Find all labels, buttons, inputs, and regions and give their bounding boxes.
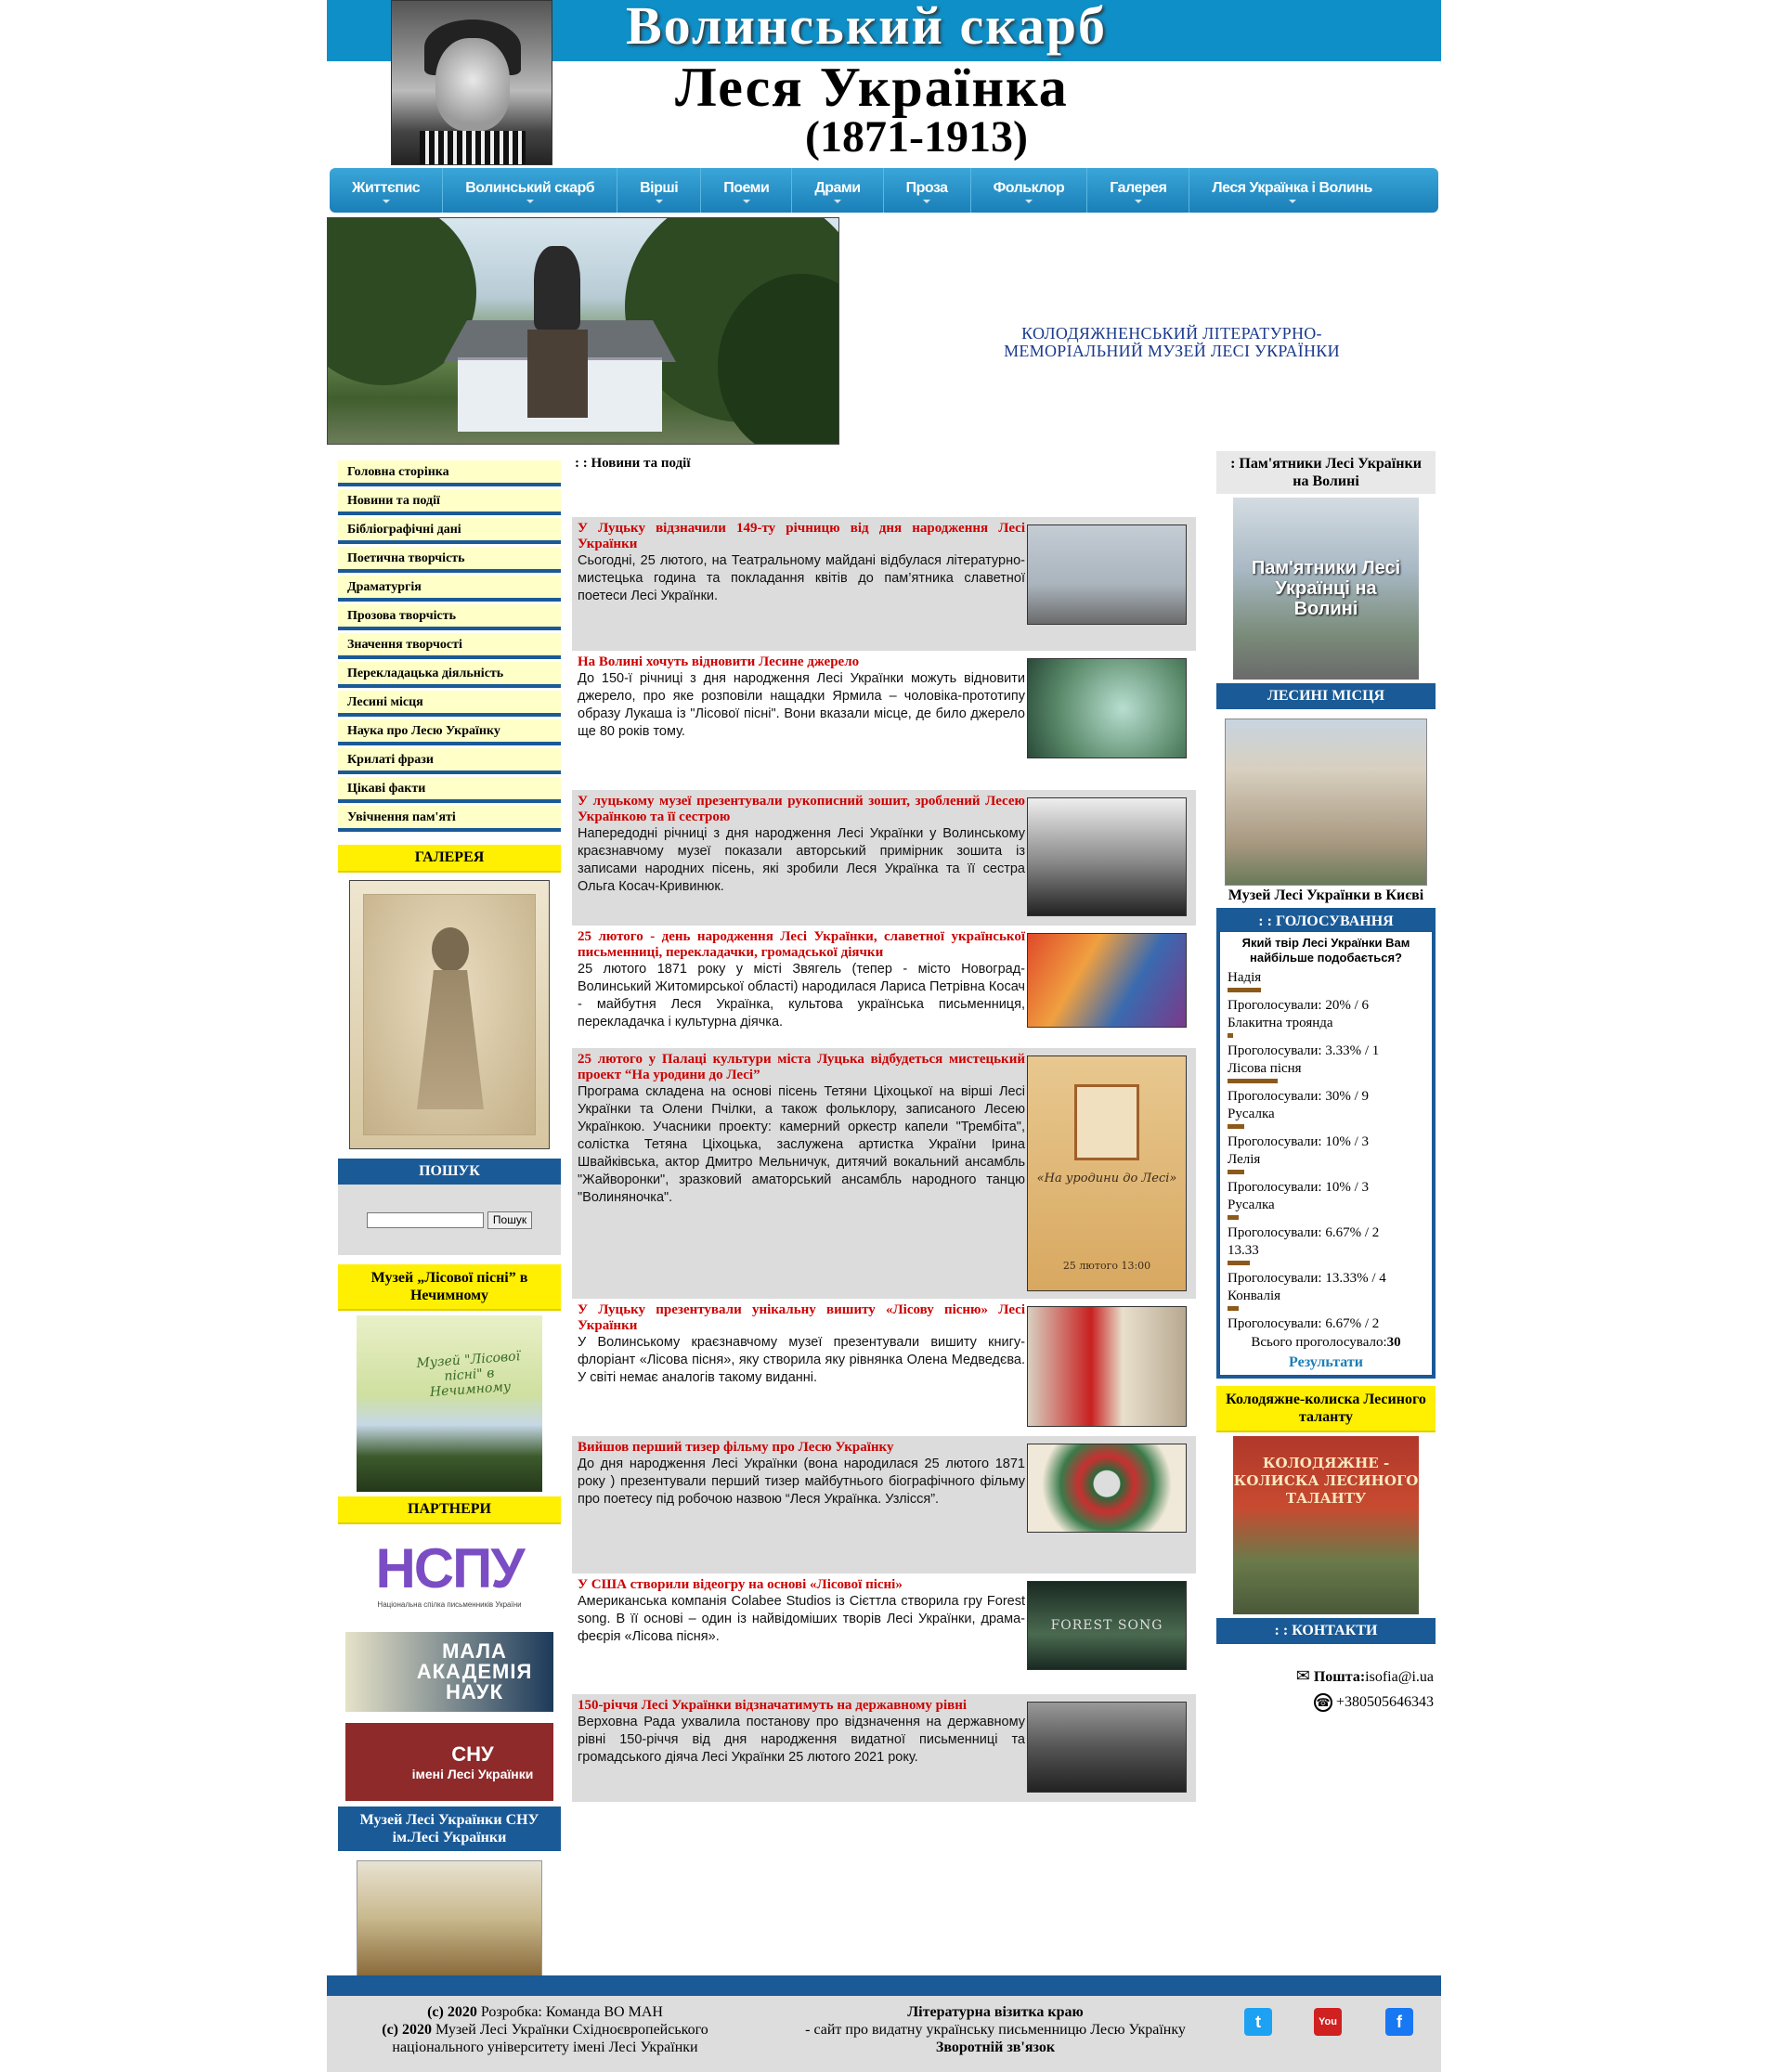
right-sidebar: [1216, 451, 1436, 1712]
poll-result: Проголосували: 10% / 3: [1228, 1180, 1369, 1195]
footer-about: Літературна візитка краю - сайт про видатну українську письменницю Лесю Українку Зворотній зв'язок: [782, 2003, 1209, 2056]
poll-option[interactable]: 13.33: [1228, 1243, 1259, 1258]
news-item: [572, 790, 1196, 926]
museum-title: КОЛОДЯЖНЕНСЬКИЙ ЛІТЕРАТУРНО-МЕМОРІАЛЬНИЙ МУЗЕЙ ЛЕСІ УКРАЇНКИ: [1004, 324, 1340, 360]
poll-option[interactable]: Конвалія: [1228, 1289, 1281, 1303]
poll-option[interactable]: Лісова пісня: [1228, 1061, 1302, 1076]
news-image[interactable]: [1027, 658, 1187, 758]
sidebar-item-significance[interactable]: Значення творчості: [338, 633, 561, 659]
news-item: [572, 517, 1196, 651]
nav-item-dramas[interactable]: Драми: [792, 168, 883, 213]
nav-item-lesya-volyn[interactable]: Леся Українка і Волинь: [1189, 168, 1394, 213]
poll-bar: [1228, 1079, 1278, 1083]
sidebar-item-memory[interactable]: Увічнення пам'яті: [338, 806, 561, 832]
twitter-icon[interactable]: t: [1244, 2008, 1272, 2036]
page: [327, 0, 1441, 2072]
poll-option[interactable]: Русалка: [1228, 1198, 1275, 1212]
sidebar-item-drama[interactable]: Драматургія: [338, 576, 561, 602]
sidebar-item-poetry[interactable]: Поетична творчість: [338, 547, 561, 573]
feedback-link[interactable]: Зворотній зв'язок: [935, 2040, 1056, 2055]
sidebar-item-news[interactable]: Новини та події: [338, 489, 561, 515]
poll-bar: [1228, 1261, 1250, 1265]
search-box: [338, 1185, 561, 1255]
sidebar-item-facts[interactable]: Цікаві факти: [338, 777, 561, 803]
news-image[interactable]: FOREST SONG: [1027, 1581, 1187, 1670]
site-title: Волинський скарб: [626, 0, 1108, 56]
poll-bar: [1228, 1033, 1233, 1038]
left-sidebar: [338, 460, 561, 1977]
poll-bar: [1228, 1306, 1239, 1311]
news-image[interactable]: [1027, 1306, 1187, 1427]
news-item: [572, 1436, 1196, 1573]
poll-result: Проголосували: 13.33% / 4: [1228, 1271, 1386, 1286]
news-body: Американська компанія Colabee Studios із Сієттла створила гру Forest song. В її основі – один із найвідоміших творів Лесі Українки, драма-феєрія «Лісова пісня».: [578, 1594, 1025, 1644]
sidebar-item-home[interactable]: Головна сторінка: [338, 460, 561, 486]
news-image[interactable]: «На уродини до Лесі» 25 лютого 13:00: [1027, 1055, 1187, 1291]
news-title[interactable]: У луцькому музеї презентували рукописний зошит, зроблений Лесею Українкою та її сестрою: [578, 794, 1025, 824]
places-heading: ЛЕСИНІ МІСЦЯ: [1216, 683, 1436, 709]
contact-mail: ✉ Пошта:isofia@i.ua: [1295, 1666, 1434, 1685]
main-nav: [330, 168, 1438, 213]
mail-icon: ✉: [1295, 1666, 1310, 1685]
poll-bar: [1228, 1215, 1239, 1220]
news-image[interactable]: [1027, 1444, 1187, 1533]
news-title[interactable]: Вийшов перший тизер фільму про Лесю Українку: [578, 1440, 894, 1455]
poll-option[interactable]: Лелія: [1228, 1152, 1261, 1167]
poll-heading: : : ГОЛОСУВАННЯ: [1220, 912, 1432, 932]
news-title[interactable]: На Волині хочуть відновити Лесине джерело: [578, 654, 860, 669]
kyiv-museum-caption[interactable]: Музей Лесі Українки в Києві: [1228, 887, 1424, 903]
monuments-image[interactable]: Пам'ятники Лесі Українці на Волині: [1233, 498, 1419, 680]
phone-icon: ☎: [1314, 1693, 1332, 1712]
lesya-portrait: [391, 0, 552, 165]
news-image[interactable]: [1027, 933, 1187, 1028]
news-title[interactable]: 25 лютого - день народження Лесі Українки, славетної української письменниці, перекладачки, громадської діячки: [578, 929, 1025, 960]
kolodyazhne-heading: Колодяжне-колиска Лесиного таланту: [1216, 1386, 1436, 1432]
news-image[interactable]: [1027, 524, 1187, 625]
facebook-icon[interactable]: f: [1385, 2008, 1413, 2036]
poll-results-link[interactable]: Результати: [1289, 1354, 1363, 1370]
partner-nspu-logo[interactable]: НСПУ Національна спілка письменників України: [375, 1537, 524, 1609]
partner-snu-logo[interactable]: СНУ імені Лесі Українки: [345, 1723, 553, 1801]
nav-item-volyn-treasure[interactable]: Волинський скарб: [443, 168, 617, 213]
news-title[interactable]: У США створили відеогру на основі «Лісової пісні»: [578, 1577, 903, 1592]
news-body: Програма складена на основі пісень Тетяни Ціхоцької на вірші Лесі Українки та Олени Пчілки, а також фольклору, записаного Лесею Українкою. Учасники проекту: камерний оркестр капели "Трембіта", солістка Тетяна Ціхоцька, заслужена артистка України Ірина Швайківська, актор Дмитро Мельничук, дитячий вокальний ансамбль "Жайворонки", зразковий аматорський ансамбль народного танцю "Волиняночка".: [578, 1084, 1025, 1205]
poll-widget: [1216, 908, 1436, 1379]
poll-result: Проголосували: 3.33% / 1: [1228, 1043, 1380, 1058]
news-image[interactable]: [1027, 797, 1187, 916]
gallery-image[interactable]: [349, 880, 550, 1149]
news-item: [572, 926, 1196, 1048]
nav-item-gallery[interactable]: Галерея: [1087, 168, 1189, 213]
poll-bar: [1228, 1124, 1244, 1129]
news-body: До дня народження Лесі Українки (вона народилася 25 лютого 1871 року ) презентували перший тизер майбутнього біографічного фільму про поетесу під робочою назвою “Леся Українка. Узлісся”.: [578, 1457, 1025, 1507]
site-subtitle: Леся Українка: [675, 57, 1069, 118]
sidebar-item-translation[interactable]: Перекладацька діяльність: [338, 662, 561, 688]
nav-item-folklore[interactable]: Фольклор: [971, 168, 1088, 213]
nav-item-long-poems[interactable]: Поеми: [701, 168, 792, 213]
news-item: [572, 1299, 1196, 1436]
search-input[interactable]: [367, 1212, 484, 1228]
contact-phone: ☎ +380505646343: [1216, 1693, 1436, 1712]
poll-question: Який твір Лесі Українки Вам найбільше подобається?: [1241, 936, 1410, 965]
gallery-heading: ГАЛЕРЕЯ: [338, 845, 561, 873]
poll-bar: [1228, 988, 1261, 992]
search-button[interactable]: Пошук: [487, 1211, 532, 1229]
sidebar-item-prose[interactable]: Прозова творчість: [338, 604, 561, 630]
nav-item-poems[interactable]: Вірші: [617, 168, 701, 213]
snu-museum-heading: Музей Лесі Українки СНУ ім.Лесі Українки: [338, 1807, 561, 1851]
news-column: [572, 451, 1196, 1802]
partner-man-logo[interactable]: МАЛА АКАДЕМІЯ НАУК: [345, 1632, 553, 1712]
news-title[interactable]: 150-річчя Лесі Українки відзначатимуть на державному рівні: [578, 1698, 968, 1713]
news-body: Сьогодні, 25 лютого, на Театральному майдані відбулася літературно-мистецька година та покладання квітів до пам’ятника славетної поетеси Лесі Українки.: [578, 553, 1025, 603]
partners-heading: ПАРТНЕРИ: [338, 1496, 561, 1524]
contacts-heading: : : КОНТАКТИ: [1216, 1618, 1436, 1644]
sidebar-item-places[interactable]: Лесині місця: [338, 691, 561, 717]
kyiv-museum-image[interactable]: [1225, 719, 1427, 886]
nav-item-biography[interactable]: Життєпис: [330, 168, 443, 213]
news-title[interactable]: У Луцьку презентували унікальну вишиту «Лісову пісню» Лесі Українки: [578, 1302, 1025, 1333]
news-item: [572, 1048, 1196, 1299]
sidebar-item-quotes[interactable]: Крилаті фрази: [338, 748, 561, 774]
poll-result: Проголосували: 30% / 9: [1228, 1089, 1369, 1104]
news-image[interactable]: [1027, 1702, 1187, 1793]
poll-result: Проголосували: 6.67% / 2: [1228, 1225, 1380, 1240]
museum-banner-image: [327, 217, 839, 445]
news-body: Верховна Рада ухвалила постанову про відзначення на державному рівні 150-річчя від дня народження видатної письменниці та громадського діяча Лесі Українки 25 лютого 2021 року.: [578, 1715, 1025, 1765]
footer-credits: (c) 2020 Розробка: Команда ВО МАН (c) 2020 Музей Лесі Українки Східноєвропейського національного університету імені Лесі Українки: [382, 2004, 708, 2055]
youtube-icon[interactable]: You: [1314, 2008, 1342, 2036]
forest-song-museum-image[interactable]: [357, 1315, 542, 1492]
news-item: [572, 1573, 1196, 1694]
poll-total: Всього проголосувало:30: [1251, 1335, 1401, 1350]
poll-option[interactable]: Блакитна троянда: [1228, 1016, 1333, 1030]
site-footer: [327, 1975, 1441, 2072]
breadcrumb: : : Новини та події: [575, 456, 691, 471]
monuments-heading: : Пам'ятники Лесі Українки на Волині: [1216, 451, 1436, 494]
site-years: (1871-1913): [805, 112, 1028, 162]
news-item: [572, 651, 1196, 790]
sidebar-item-bibliography[interactable]: Бібліографічні дані: [338, 518, 561, 544]
snu-museum-image[interactable]: [357, 1860, 542, 1977]
poll-option[interactable]: Надія: [1228, 970, 1262, 985]
forest-song-museum-heading: Музей „Лісової пісні” в Нечимному: [338, 1264, 561, 1311]
news-body: У Волинському краєзнавчому музеї презентували вишиту книгу-флоріант «Лісова пісня», яку створила яку рівнянка Олена Медведєва. У світі немає аналогів такому виданні.: [578, 1335, 1025, 1385]
forest-museum-caption: Музей "Лісової пісні" в Нечимному: [415, 1349, 521, 1401]
news-body: 25 лютого 1871 року у місті Звягель (тепер - місто Новоград-Волинський Житомирської області) народилася Лариса Петрівна Косач - майбутня Леся Українка, культова українська письменниця, перекладачка і культурна діячка.: [578, 962, 1025, 1030]
site-header: [327, 0, 1441, 167]
poll-result: Проголосували: 10% / 3: [1228, 1134, 1369, 1149]
poll-result: Проголосували: 6.67% / 2: [1228, 1316, 1380, 1331]
news-title[interactable]: 25 лютого у Палаці культури міста Луцька відбудеться мистецький проект “На уродини до Лесі”: [578, 1052, 1025, 1082]
nav-item-prose[interactable]: Проза: [884, 168, 971, 213]
news-item: [572, 1694, 1196, 1802]
poll-result: Проголосували: 20% / 6: [1228, 998, 1369, 1013]
news-body: До 150-ї річниці з дня народження Лесі Українки можуть відновити джерело, про яке розповіли нащадки Ярмила – чоловіка-прототипу образу Лукаша із "Лісової пісні". Вони вказали місце, де било джерело ще 80 років тому.: [578, 671, 1025, 739]
kolodyazhne-image[interactable]: КОЛОДЯЖНЕ - КОЛИСКА ЛЕСИНОГО ТАЛАНТУ: [1233, 1436, 1419, 1614]
poll-bar: [1228, 1170, 1244, 1174]
search-heading: ПОШУК: [338, 1159, 561, 1185]
sidebar-item-science[interactable]: Наука про Лесю Українку: [338, 719, 561, 745]
news-title[interactable]: У Луцьку відзначили 149-ту річницю від дня народження Лесі Українки: [578, 521, 1025, 551]
poll-option[interactable]: Русалка: [1228, 1107, 1275, 1121]
news-body: Напередодні річниці з дня народження Лесі Українки у Волинському краєзнавчому музеї показали авторський примірник зошита із записами народних пісень, які зробили Леся Українка та її сестра Ольга Косач-Кривинюк.: [578, 826, 1025, 894]
